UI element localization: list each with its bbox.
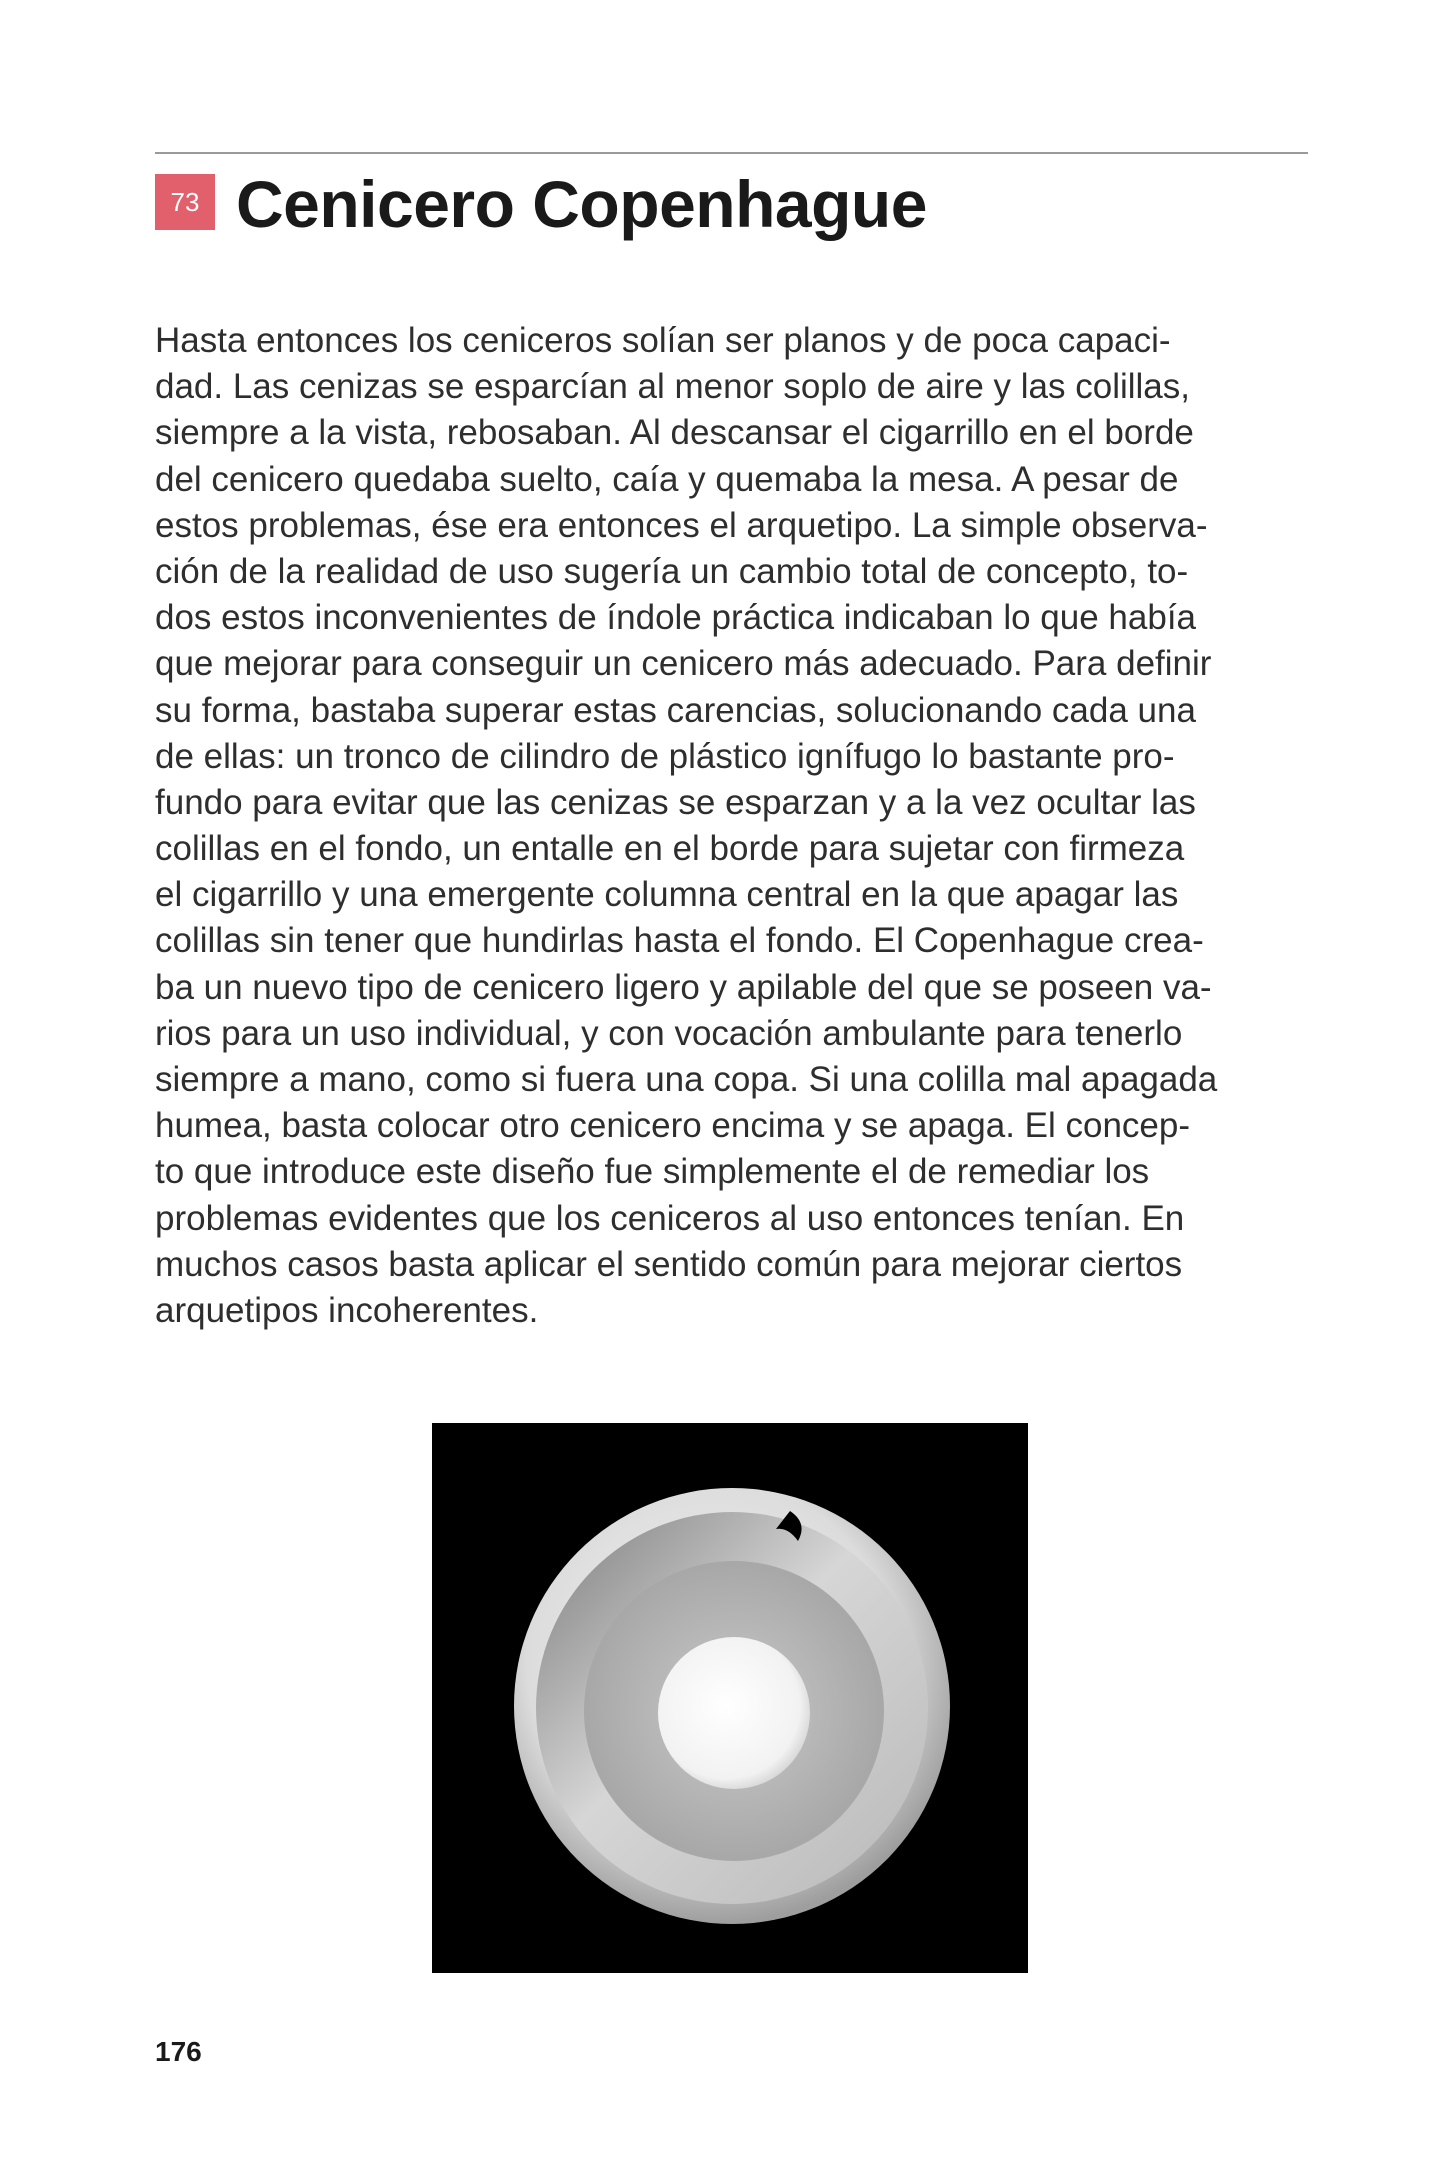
- body-line: rios para un uso individual, y con vocación ambulante para tenerlo: [155, 1013, 1183, 1053]
- body-line: to que introduce este diseño fue simplemente el de remediar los: [155, 1152, 1150, 1192]
- body-line: muchos casos basta aplicar el sentido común para mejorar ciertos: [155, 1244, 1183, 1284]
- body-line: dad. Las cenizas se esparcían al menor soplo de aire y las colillas,: [155, 367, 1190, 407]
- page-title: Cenicero Copenhague: [236, 167, 927, 241]
- top-rule: [155, 152, 1308, 154]
- body-line: estos problemas, ése era entonces el arquetipo. La simple observa-: [155, 505, 1208, 545]
- body-line: de ellas: un tronco de cilindro de plástico ignífugo lo bastante pro-: [155, 736, 1175, 776]
- ashtray-central-post: [658, 1637, 810, 1789]
- body-line: que mejorar para conseguir un cenicero más adecuado. Para definir: [155, 644, 1212, 684]
- body-line: el cigarrillo y una emergente columna central en la que apagar las: [155, 875, 1179, 915]
- ashtray-photo: [432, 1423, 1028, 1973]
- body-line: colillas sin tener que hundirlas hasta el fondo. El Copenhague crea-: [155, 921, 1204, 961]
- body-line: dos estos inconvenientes de índole práctica indicaban lo que había: [155, 598, 1197, 638]
- chapter-number-badge: 73: [155, 174, 215, 230]
- body-line: colillas en el fondo, un entalle en el borde para sujetar con firmeza: [155, 829, 1185, 869]
- body-line: su forma, bastaba superar estas carencias, solucionando cada una: [155, 690, 1196, 730]
- body-line: problemas evidentes que los ceniceros al uso entonces tenían. En: [155, 1198, 1185, 1238]
- body-paragraph: [155, 318, 1315, 1334]
- ashtray-illustration: [432, 1423, 1028, 1973]
- body-line: ba un nuevo tipo de cenicero ligero y apilable del que se poseen va-: [155, 967, 1212, 1007]
- body-line: siempre a mano, como si fuera una copa. Si una colilla mal apagada: [155, 1060, 1218, 1099]
- body-line: fundo para evitar que las cenizas se esparzan y a la vez ocultar las: [155, 782, 1196, 822]
- body-line: humea, basta colocar otro cenicero encima y se apaga. El concep-: [155, 1106, 1191, 1146]
- body-line: siempre a la vista, rebosaban. Al descansar el cigarrillo en el borde: [155, 413, 1194, 453]
- body-line: arquetipos incoherentes.: [155, 1290, 539, 1330]
- body-line: ción de la realidad de uso sugería un cambio total de concepto, to-: [155, 551, 1189, 591]
- body-line: Hasta entonces los ceniceros solían ser planos y de poca capaci-: [155, 321, 1171, 360]
- body-line: del cenicero quedaba suelto, caía y quemaba la mesa. A pesar de: [155, 459, 1179, 499]
- page-number: 176: [155, 2036, 202, 2067]
